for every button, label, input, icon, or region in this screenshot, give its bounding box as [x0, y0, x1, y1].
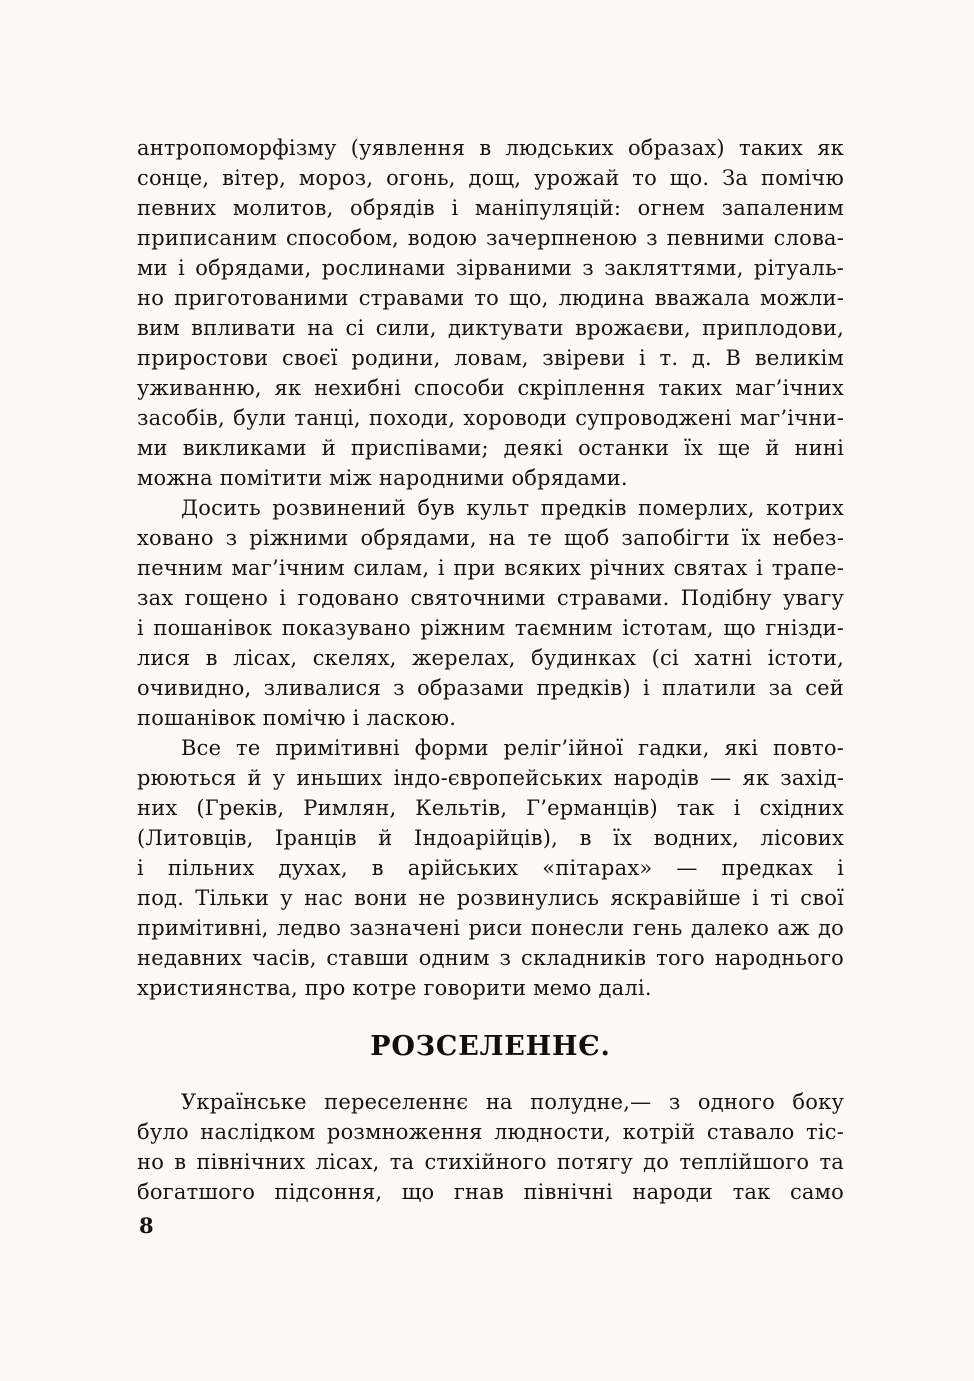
- text-line: Українське переселеннє на полудне,— з одного боку: [181, 1090, 844, 1114]
- text-line: можна помітити між народними обрядами.: [137, 466, 628, 490]
- text-line: под. Тільки у нас вони не розвинулись яскравійше і ті свої: [137, 886, 844, 910]
- text-line: очивидно, зливалися з образами предків) і платили за сей: [137, 676, 844, 700]
- text-line: лися в лісах, скелях, жерелах, будинках (сі хатні істоти,: [137, 646, 844, 670]
- text-line: ми викликами й приспівами; деякі останки їх ще й нині: [137, 436, 844, 460]
- paragraph: [137, 493, 844, 733]
- text-line: і пошанівок показувано ріжним таємним істотам, що гнізди-: [137, 616, 844, 640]
- text-line: богатшого підсоння, що гнав північні народи так само: [137, 1180, 844, 1204]
- text-line: зах гощено і годовано святочними стравами. Подібну увагу: [137, 586, 844, 610]
- page-number: 8: [139, 1213, 154, 1238]
- text-line: Все те примітивні форми реліг’ійної гадки, які повто-: [181, 736, 844, 760]
- text-block: [137, 133, 844, 1207]
- text-line: засобів, були танці, походи, хороводи супроводжені маг’ічни-: [137, 406, 844, 430]
- text-line: християнства, про котре говорити мемо далі.: [137, 976, 652, 1000]
- text-line: пошанівок помічю і ласкою.: [137, 706, 457, 730]
- text-line: них (Греків, Римлян, Кельтів, Г’ерманців) так і східних: [137, 796, 844, 820]
- text-line: певних молитов, обрядів і маніпуляцій: огнем запаленим: [137, 196, 844, 220]
- text-line: но приготованими стравами то що, людина вважала можли-: [137, 286, 844, 310]
- text-line: но в північних лісах, та стихійного потягу до теплійшого та: [137, 1150, 844, 1174]
- text-line: примітивні, ледво зазначені риси понесли гень далеко аж до: [137, 916, 844, 940]
- text-line: рюються й у иньших індо-європейських народів — як захід-: [137, 766, 844, 790]
- section-heading: РОЗСЕЛЕННЄ.: [370, 1031, 611, 1062]
- text-line: ми і обрядами, рослинами зірваними з закляттями, рітуаль-: [137, 256, 844, 280]
- paragraph: [137, 1087, 844, 1207]
- text-line: і пільних духах, в арійських «пітарах» — предках і: [137, 856, 844, 880]
- text-line: недавних часів, ставши одним з складників того народнього: [137, 946, 844, 970]
- text-line: Досить розвинений був культ предків померлих, котрих: [181, 496, 844, 520]
- text-line: (Литовців, Іранців й Індоарійців), в їх водних, лісових: [137, 826, 844, 850]
- paragraph: [137, 733, 844, 1003]
- paragraph: [137, 133, 844, 493]
- text-line: уживанню, як нехибні способи скріплення таких маг’ічних: [137, 376, 844, 400]
- text-line: було наслідком розмноження людности, котрій ставало тіс-: [137, 1120, 844, 1144]
- text-line: сонце, вітер, мороз, огонь, дощ, урожай то що. За помічю: [137, 166, 844, 190]
- text-line: антропоморфізму (уявлення в людських образах) таких як: [137, 136, 844, 160]
- text-line: приростови своєї родини, ловам, звіреви і т. д. В великім: [137, 346, 844, 370]
- text-line: вим впливати на сі сили, диктувати врожаєви, приплодови,: [137, 316, 844, 340]
- text-line: приписаним способом, водою зачерпненою з певними слова-: [137, 226, 844, 250]
- text-line: печним маг’ічним силам, і при всяких річних святах і трапе-: [137, 556, 844, 580]
- text-line: ховано з ріжними обрядами, на те щоб запобігти їх небез-: [137, 526, 844, 550]
